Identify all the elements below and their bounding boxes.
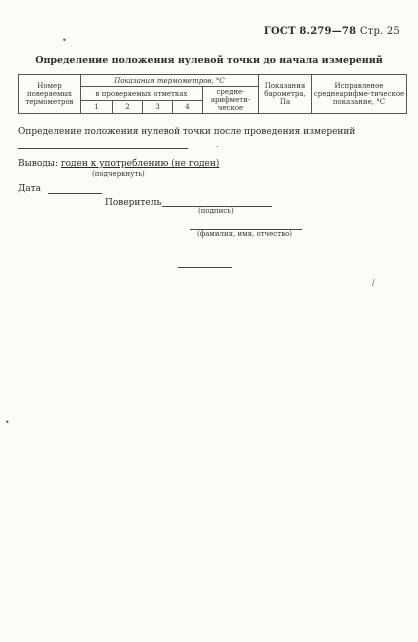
header-barometer: Показания барометра, Па [259,75,312,114]
doc-code: ГОСТ 8.279—78 [263,26,357,37]
conclusions-caption: (подчеркнуть) [92,170,145,178]
header-mean: средне-арифмети-ческое [203,87,259,114]
header-readings-group: Показания термометров, °С [81,75,259,87]
date-line [48,193,102,194]
page-header [264,26,400,37]
conclusions-value: годен к употреблению (не годен) [60,159,220,169]
speck-mark: . [216,140,219,149]
verifier-label: Поверитель [105,198,162,208]
speck-mark: • [5,418,10,427]
speck-mark: / [372,278,375,287]
conclusions-line [18,159,219,169]
table-title: Определение положения нулевой точки до начала измерений [35,55,383,66]
closing-rule [178,267,232,268]
name-caption: (фамилия, имя, отчество) [197,230,292,238]
speck-mark: • [62,36,67,45]
page-number: Стр. 25 [359,26,400,37]
after-measurement-line [18,148,188,149]
conclusions-label: Выводы: [18,159,58,169]
mark-4: 4 [173,101,203,114]
header-checked-marks: в проверяемых отметках [81,87,203,101]
header-thermometer-number: Номер поверяемых термометров [19,75,81,114]
mark-2: 2 [113,101,143,114]
after-measurement-heading: Определение положения нулевой точки после проведения измерений [18,127,356,137]
date-label: Дата [18,184,42,194]
mark-3: 3 [143,101,173,114]
header-corrected-mean: Исправленое среднеарифме-тическое показание, °С [312,75,407,114]
signature-caption: (подпись) [198,207,234,215]
mark-1: 1 [81,101,113,114]
zero-point-table [18,74,407,114]
